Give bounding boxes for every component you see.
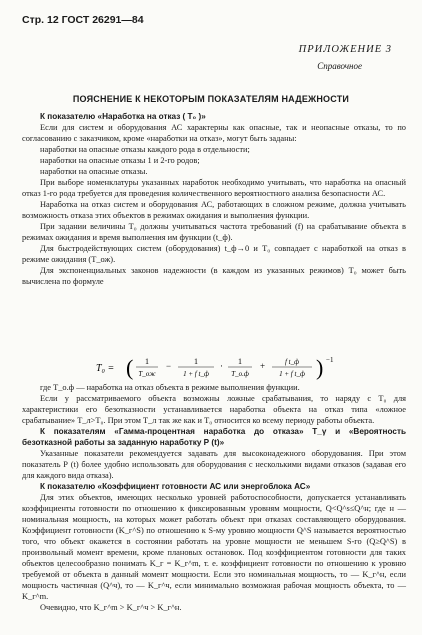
paragraph: Указанные показатели рекомендуется задавать для высоконадежного оборудования. При этом показатель Р (t) более удобно использовать для оборудования с несколькими видами отказов (задавая его для каждого вида отказа). (22, 449, 406, 480)
section-title: ПОЯСНЕНИЕ К НЕКОТОРЫМ ПОКАЗАТЕЛЯМ НАДЕЖНОСТИ (72, 94, 350, 104)
paragraph: Наработка на отказ систем и оборудования АС, работающих в сложном режиме, должна учитывать возможность отказа этих объектов в режимах ожидания и выполнения функции. (22, 200, 406, 220)
paragraph: При выборе номенклатуры указанных наработок необходимо учитывать, что наработка на опасный отказ 1-го рода требуется для проведения количественного вероятностного анализа безопасности АС. (22, 178, 406, 198)
paragraph: При задании величины Т₀ должны учитываться частота требований (f) на срабатывание объекта в режимах ожидания и время выполнения им функции (t_ф). (22, 222, 406, 242)
formula-dot: · (220, 361, 223, 371)
formula-t3-den: T_о.ф (231, 370, 249, 378)
formula-svg (96, 355, 366, 381)
page-header: Стр. 12 ГОСТ 26291—84 (22, 14, 144, 26)
formula-paren-close: ) (316, 355, 324, 380)
formula-t2-den: 1 + f t_ф (183, 370, 209, 378)
section-heading-gamma: К показателям «Гамма-процентная наработка до отказа» Т_γ и «Вероятность безотказной работы за заданную наработку Р (t)» (22, 427, 406, 447)
formula-minus: − (166, 361, 172, 371)
formula-paren-open: ( (126, 355, 134, 380)
paragraph: где Т_о.ф — наработка на отказ объекта в режиме выполнения функции. (40, 383, 300, 392)
list-item: наработки на опасные отказы каждого рода в отдельности; (40, 145, 250, 154)
section-heading-kg: К показателю «Коэффициент готовности АС или энергоблока АС» (40, 482, 311, 491)
body-bottom (22, 382, 406, 613)
paragraph: Если для систем и оборудования АС характерны как опасные, так и неопасные отказы, то по согласованию с заказчиком, кроме «наработки на отказ», могут быть заданы: (22, 123, 406, 143)
formula-plus: + (260, 361, 266, 371)
body-top (22, 111, 406, 287)
list-item: наработки на опасные отказы. (40, 167, 148, 176)
appendix-title: ПРИЛОЖЕНИЕ 3 (298, 44, 392, 55)
formula-t0 (96, 355, 366, 379)
formula-exponent: −1 (326, 356, 334, 364)
paragraph: Если у рассматриваемого объекта возможны ложные срабатывания, то наряду с Т₀ для характеристики его безотказности устанавливается наработка объекта на отказ типа «ложное срабатывание» Т_л>Т₀. При этом Т_л так же как и Т₀ относится ко всему периоду работы объекта. (22, 394, 406, 425)
formula-t4-den: 1 + f t_ф (279, 370, 305, 378)
section-heading-t0: К показателю «Наработка на отказ ( Т₀ )» (40, 112, 206, 121)
paragraph: Для экспоненциальных законов надежности (в каждом из указанных режимов) Т₀ может быть вычислена по формуле (22, 266, 406, 286)
appendix-subtitle: Справочное (317, 61, 362, 71)
paragraph: Для этих объектов, имеющих несколько уровней работоспособности, допускается устанавливать коэффициенты готовности по отношению к фиксированным уровням мощности, Q<Q^s≤Q^н; где н — номинальная мощность, на которых может работать объект при отказах составляющего оборудования. Коэффициент готовности (K_г^S) по отношению к S-му уровню мощности Q^S называется вероятностью того, что объект окажется в состоянии работать на уровне мощности не меньшем S-го (Q≥Q^S) в произвольный момент времени, кроме плановых остановок. Под коэффициентом готовности для таких объектов целесообразно понимать K_г = K_г^m, т. е. коэффициент готовности по отношению к уровню требуемой от объекта в данный момент мощности. Если это номинальная мощность, то — K_г^н, если мощность частичная (Q^ч), то — K_г^ч, если минимально возможная рабочая мощность объекта, то — K_г^m. (22, 493, 406, 601)
formula-t3-num: 1 (238, 357, 242, 366)
formula-t1-den: T_ож (138, 370, 156, 378)
formula-t1-num: 1 (145, 357, 149, 366)
paragraph: Для быстродействующих систем (оборудования) t_ф→0 и Т₀ совпадает с наработкой на отказ в режиме ожидания (Т_ож). (22, 244, 406, 264)
formula-t4-num: f t_ф (284, 358, 300, 366)
formula-t2-num: 1 (194, 357, 198, 366)
list-item: наработки на опасные отказы 1 и 2-го родов; (40, 156, 200, 165)
formula-lhs: T₀ = (96, 363, 115, 374)
paragraph: Очевидно, что K_г^m > K_г^ч > K_г^н. (40, 603, 182, 612)
